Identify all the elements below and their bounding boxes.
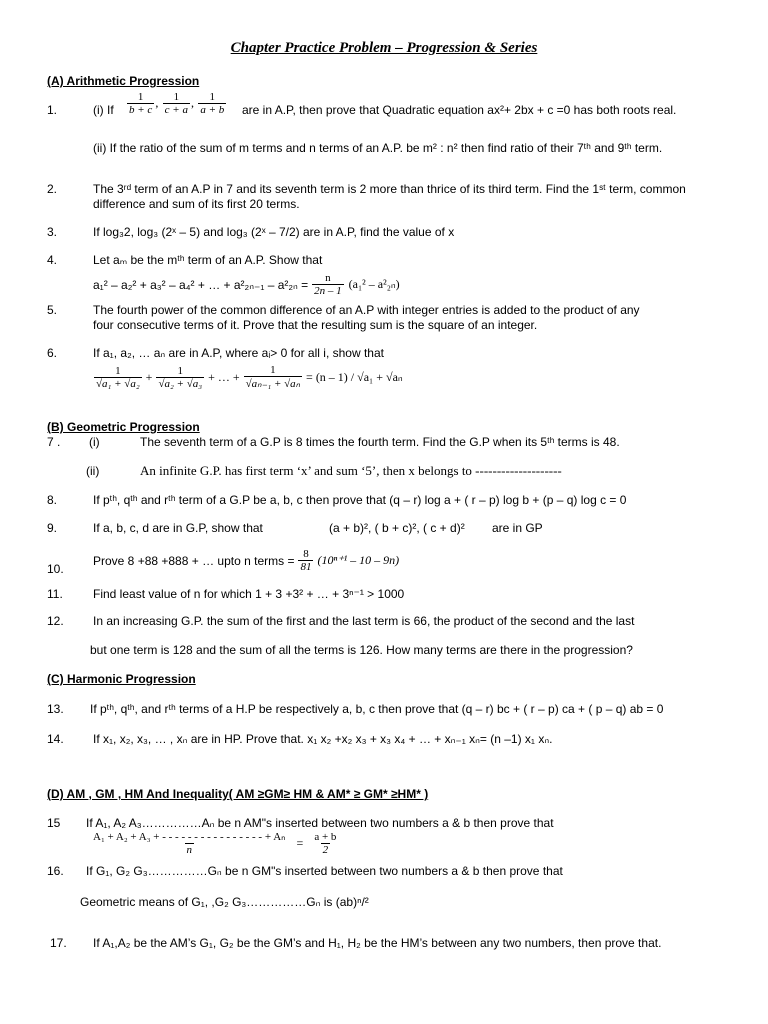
question-1i-text: are in A.P, then prove that Quadratic equation ax²+ 2bx + c =0 has both roots real. <box>242 103 677 117</box>
fraction: $\frac{a + b}{2}$ <box>314 830 337 856</box>
question-2-line2: difference and sum of its first 20 terms. <box>93 197 300 211</box>
question-2-line1: The 3ʳᵈ term of an A.P in 7 and its seventh term is 2 more than thrice of its third term. Find the 1ˢᵗ term, common <box>93 182 686 196</box>
question-3-text: If log₃2, log₃ (2ˣ – 5) and log₃ (2ˣ – 7/2) are in A.P, find the value of x <box>93 225 455 239</box>
fraction: $\frac{1}{\text{√a₁ + √a₂}}$ <box>96 364 140 390</box>
question-15-equation: $\frac{\text{A₁ + A₂ + A₃ + - - - - - - - - - - - - - - - - + Aₙ}}{n}$ = $\frac{a + b}{2}$ <box>93 830 337 856</box>
question-4-line1: Let aₘ be the mᵗʰ term of an A.P. Show that <box>93 253 323 267</box>
question-number: 15 <box>47 816 61 830</box>
question-number: 14. <box>47 732 64 746</box>
equation-rhs: (10ⁿ⁺¹ – 10 – 9n) <box>317 553 400 567</box>
question-6-equation: $\frac{1}{\text{√a₁ + √a₂}}$ + $\frac{1}{\text{√a₂ + √a₃}}$ + … + $\frac{1}{\text{√aₙ₋₁ + √aₙ}}$ = (n – 1) / √a₁ + √aₙ <box>96 364 403 390</box>
question-9-text: If a, b, c, d are in G.P, show that <box>93 521 263 535</box>
fraction: $\frac{1}{b + c}$ <box>129 91 153 116</box>
question-7i-text: The seventh term of a G.P is 8 times the fourth term. Find the G.P when its 5ᵗʰ terms is 48. <box>140 435 620 449</box>
question-7i-label: (i) <box>89 435 100 449</box>
section-heading-geometric: (B) Geometric Progression <box>47 420 200 434</box>
page-title: Chapter Practice Problem – Progression & Series <box>230 40 538 56</box>
question-4-equation <box>93 272 400 297</box>
question-number: 1. <box>47 103 58 117</box>
question-1ii-text: (ii) If the ratio of the sum of m terms and n terms of an A.P. be m² : n² then find ratio of their 7ᵗʰ and 9ᵗʰ term. <box>93 141 663 155</box>
question-number: 16. <box>47 864 64 878</box>
question-12-line2: but one term is 128 and the sum of all the terms is 126. How many terms are there in the progression? <box>90 643 633 657</box>
fraction: $\frac{1}{a + b}$ <box>200 91 225 116</box>
question-number: 7 . <box>47 435 61 449</box>
question-16-text: If G₁, G₂ G₃……………Gₙ be n GM"s inserted between two numbers a & b then prove that <box>86 864 563 878</box>
question-12-line1: In an increasing G.P. the sum of the first and the last term is 66, the product of the second and the last <box>93 614 635 628</box>
question-number: 6. <box>47 346 58 360</box>
question-number: 9. <box>47 521 58 535</box>
question-number: 5. <box>47 303 58 317</box>
fraction: $\frac{n}{2n - 1}$ <box>314 272 342 297</box>
question-6-line1: If a₁, a₂, … aₙ are in A.P, where aᵢ> 0 for all i, show that <box>93 346 384 360</box>
question-number: 2. <box>47 182 58 196</box>
question-number: 3. <box>47 225 58 239</box>
fraction: $\frac{8}{81}$ <box>300 548 312 573</box>
question-7ii-label: (ii) <box>86 464 100 478</box>
equation-rhs: (a₁² – a²₂ₙ) <box>348 277 400 291</box>
section-heading-arithmetic: (A) Arithmetic Progression <box>47 74 200 88</box>
question-number: 11. <box>47 587 63 601</box>
question-17-text: If A₁,A₂ be the AM’s G₁, G₂ be the GM’s and H₁, H₂ be the HM’s between any two numbers, then prove that. <box>93 936 662 950</box>
question-number: 12. <box>47 614 64 628</box>
question-number: 10. <box>47 562 64 576</box>
fraction: $\frac{1}{\text{√a₂ + √a₃}}$ <box>158 364 203 390</box>
question-10-equation <box>93 548 399 573</box>
fraction: $\frac{\text{A₁ + A₂ + A₃ + - - - - - - - - - - - - - - - - + Aₙ}}{n}$ <box>93 831 286 856</box>
question-14-text: If x₁, x₂, x₃, … , xₙ are in HP. Prove that. x₁ x₂ +x₂ x₃ + x₃ x₄ + … + xₙ₋₁ xₙ= (n –1) x₁ xₙ. <box>93 732 553 746</box>
question-13-text: If pᵗʰ, qᵗʰ, and rᵗʰ terms of a H.P be respectively a, b, c then prove that (q – r) bc + ( r – p) ca + ( p – q) ab = 0 <box>90 702 664 716</box>
section-heading-harmonic: (C) Harmonic Progression <box>47 672 196 686</box>
question-number: 17. <box>50 936 67 950</box>
fraction: $\frac{1}{c + a}$ <box>164 91 188 116</box>
question-number: 4. <box>47 253 58 267</box>
question-8-text: If pᵗʰ, qᵗʰ and rᵗʰ term of a G.P be a, b, c then prove that (q – r) log a + ( r – p) log b + (p – q) log c = 0 <box>93 493 627 507</box>
question-9-tail: are in GP <box>492 521 543 535</box>
question-5-line2: four consecutive terms of it. Prove that the resulting sum is the square of an integer. <box>93 318 538 332</box>
question-9-expression: (a + b)², ( b + c)², ( c + d)² <box>329 521 465 535</box>
question-5-line1: The fourth power of the common difference of an A.P with integer entries is added to the product of any <box>93 303 640 317</box>
question-10-text: Prove 8 +88 +888 + … upto n terms = <box>93 553 295 568</box>
question-11-text: Find least value of n for which 1 + 3 +3² + … + 3ⁿ⁻¹ > 1000 <box>93 587 405 601</box>
equation-lhs: a₁² – a₂² + a₃² – a₄² + … + a²₂ₙ₋₁ – a²₂ₙ = <box>93 277 309 292</box>
question-number: 13. <box>47 702 64 716</box>
section-heading-inequality: (D) AM , GM , HM And Inequality( AM ≥GM≥ HM & AM* ≥ GM* ≥HM* ) <box>47 787 429 801</box>
question-15-text: If A₁, A₂ A₃……………Aₙ be n AM"s inserted between two numbers a & b then prove that <box>86 816 554 830</box>
fraction: $\frac{1}{\text{√aₙ₋₁ + √aₙ}}$ <box>245 364 301 390</box>
question-number: 8. <box>47 493 58 507</box>
question-16-line2: Geometric means of G₁, ,G₂ G₃……………Gₙ is (ab)ⁿ/² <box>80 895 369 909</box>
question-7ii-text: An infinite G.P. has first term ‘x’ and sum ‘5’, then x belongs to -------------------- <box>140 463 562 478</box>
equation-rhs: = (n – 1) / √a₁ + √aₙ <box>306 369 403 384</box>
question-1-fractions: $\frac{1}{b + c}$ , $\frac{1}{c + a}$ , $\frac{1}{a + b}$ <box>129 91 225 116</box>
question-1i-label: (i) If <box>93 103 114 117</box>
